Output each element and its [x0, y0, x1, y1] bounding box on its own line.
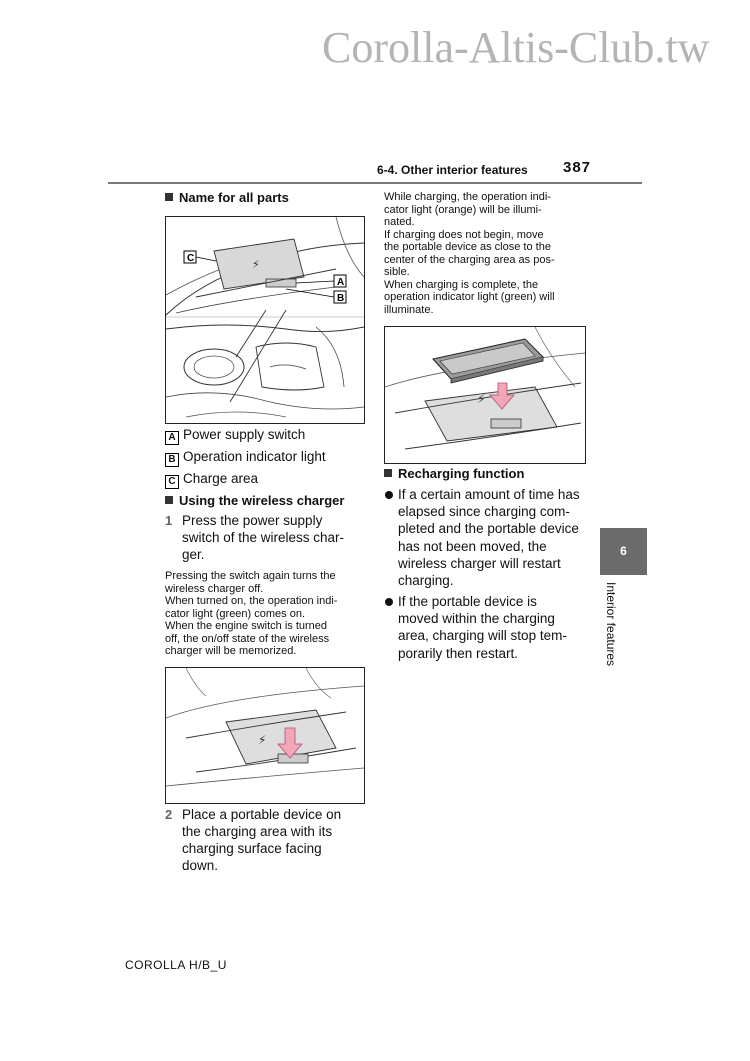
bullet-moved-device: If the portable device is moved within the charging area, charging will stop tem- porarily then restart.: [398, 594, 567, 661]
press-switch-illustration: [166, 668, 364, 803]
section-title: 6-4. Other interior features: [377, 163, 528, 177]
square-bullet-icon: [165, 193, 173, 201]
figure-press-switch: [165, 667, 365, 804]
callout-b: B: [337, 293, 345, 304]
legend-letter-box: A: [165, 431, 179, 445]
callout-a: A: [337, 277, 345, 288]
heading-name-for-all-parts: Name for all parts: [165, 190, 289, 205]
legend-item-a: A Power supply switch: [165, 427, 305, 445]
legend-item-b: B Operation indicator light: [165, 449, 326, 467]
legend-letter-box: C: [165, 475, 179, 489]
square-bullet-icon: [384, 469, 392, 477]
heading-using-wireless-charger: Using the wireless charger: [165, 493, 344, 508]
step-number: 2: [165, 807, 173, 822]
svg-text:⚡: ⚡: [477, 392, 486, 406]
heading-recharging-function: Recharging function: [384, 466, 524, 481]
svg-text:⚡: ⚡: [252, 258, 260, 271]
legend-letter-box: B: [165, 453, 179, 467]
figure-parts-overview: [165, 216, 365, 424]
chapter-tab[interactable]: 6: [600, 528, 647, 575]
step-2-text: Place a portable device on the charging area with its charging surface facing down.: [182, 807, 342, 873]
place-device-illustration: [385, 327, 585, 463]
watermark: Corolla-Altis-Club.tw: [322, 23, 710, 72]
page-number: 387: [563, 159, 592, 176]
header-rule: [108, 182, 642, 184]
bullet-dot-icon: [385, 491, 393, 499]
legend-item-c: C Charge area: [165, 471, 258, 489]
footer-model: COROLLA H/B_U: [125, 958, 227, 972]
note-switch-behavior: Pressing the switch again turns the wireless charger off. When turned on, the operation indi- cator light (green) comes on. When the engine switch is turned off, the on/off state of the wireless charger will be memorized.: [165, 570, 338, 657]
parts-illustration: [166, 217, 364, 423]
square-bullet-icon: [165, 496, 173, 504]
callout-c: C: [187, 253, 195, 264]
note-charging-status: While charging, the operation indi- cator light (orange) will be illumi- nated. If charging does not begin, move the portable device as close to the center of the charging area as pos- sible. When charging is complete, the operation indicator light (green) will illuminate.: [384, 191, 555, 316]
step-1-text: Press the power supply switch of the wireless char- ger.: [182, 513, 345, 562]
figure-place-device: [384, 326, 586, 464]
svg-text:⚡: ⚡: [258, 733, 267, 747]
bullet-restart-charging: If a certain amount of time has elapsed since charging com- pleted and the portable device has not been moved, the wireless charger will restart charging.: [398, 487, 580, 589]
chapter-tab-label: Interior features: [604, 582, 618, 667]
step-number: 1: [165, 513, 173, 528]
bullet-dot-icon: [385, 598, 393, 606]
